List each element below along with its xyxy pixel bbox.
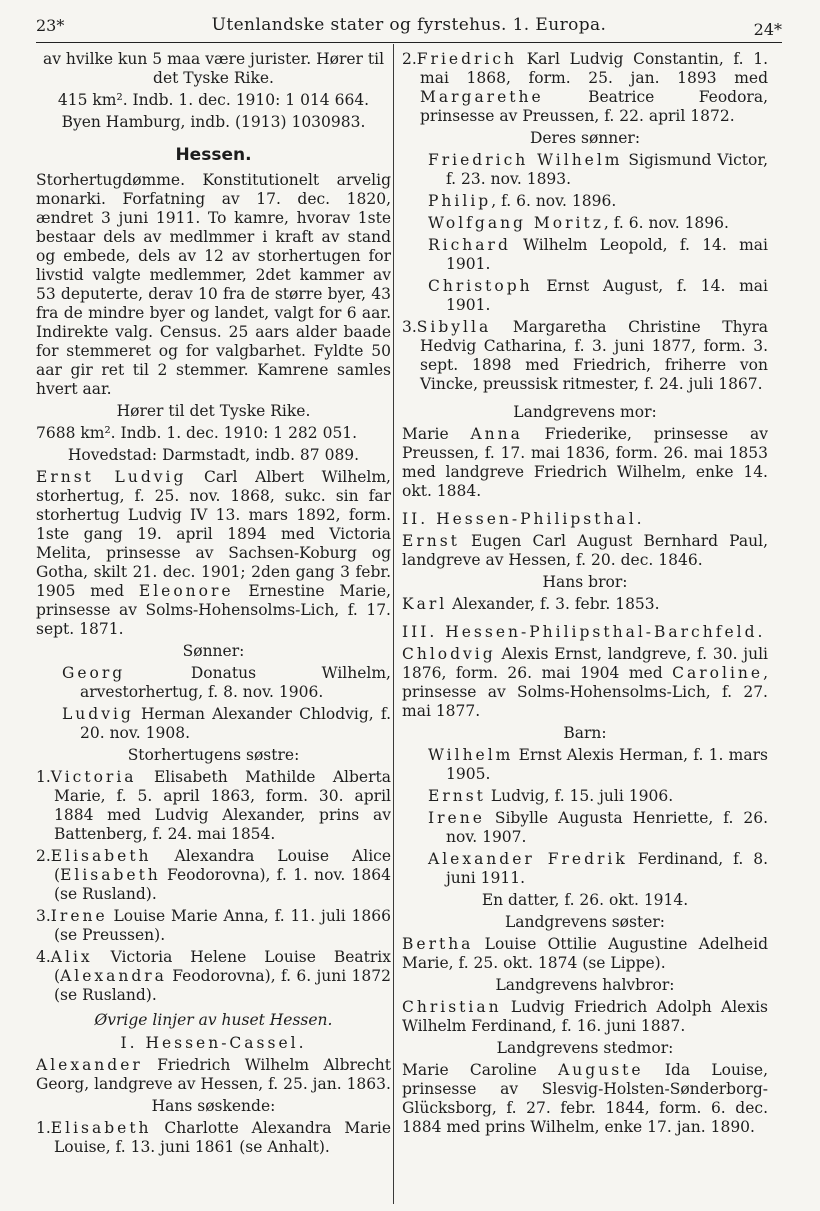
person-name: Ernst Ludvig bbox=[36, 468, 187, 486]
section-label: Landgrevens halvbror: bbox=[495, 976, 675, 994]
page-number-left: 23* bbox=[36, 16, 65, 35]
ruler-entry: Chlodvig Alexis Ernst, landgreve, f. 30. juli 1876, form. 26. mai 1904 med Caroline, prinsesse av Solms-Hohensolms-Lich, f. 27. mai 1877. bbox=[402, 645, 768, 720]
list-item: 3.Sibylla Margaretha Christine Thyra Hedvig Catharina, f. 3. juni 1877, form. 3. sept. 1898 med Friedrich, friherre von Vincke, preussisk ritmester, f. 24. juli 1867. bbox=[402, 318, 768, 393]
list-item: Ernst Ludvig, f. 15. juli 1906. bbox=[428, 787, 674, 805]
text-line: Hører til det Tyske Rike. bbox=[116, 402, 311, 420]
page-number-right: 24* bbox=[753, 20, 782, 39]
page-header bbox=[36, 14, 782, 43]
line-title: I. Hessen-Cassel. bbox=[120, 1034, 307, 1052]
section-label: Storhertugens søstre: bbox=[127, 746, 300, 764]
section-label: Deres sønner: bbox=[529, 129, 641, 147]
person-entry: Karl Alexander, f. 3. febr. 1853. bbox=[402, 595, 660, 613]
ruler-entry: Ernst Eugen Carl August Bernhard Paul, landgreve av Hessen, f. 20. dec. 1846. bbox=[402, 532, 768, 569]
person-entry: Bertha Louise Ottilie Augustine Adelheid Marie, f. 25. okt. 1874 (se Lippe). bbox=[402, 935, 768, 972]
list-item: Alexander Fredrik Ferdinand, f. 8. juni 1911. bbox=[428, 850, 768, 887]
right-column bbox=[402, 50, 768, 1140]
section-label: Hans bror: bbox=[542, 573, 628, 591]
text-line: En datter, f. 26. okt. 1914. bbox=[481, 891, 689, 909]
list-item: Christoph Ernst August, f. 14. mai 1901. bbox=[428, 277, 768, 314]
list-item: 2.Friedrich Karl Ludvig Constantin, f. 1. mai 1868, form. 25. jan. 1893 med Margarethe Beatrice Feodora, prinsesse av Preussen, f. 22. april 1872. bbox=[402, 50, 768, 125]
line-title: III. Hessen-Philipsthal-Barchfeld. bbox=[402, 623, 766, 641]
person-entry: Marie Anna Friederike, prinsesse av Preussen, f. 17. mai 1836, form. 26. mai 1853 med landgreve Friedrich Wilhelm, enke 14. okt. 1884. bbox=[402, 425, 768, 500]
text-line: Byen Hamburg, indb. (1913) 1030983. bbox=[61, 113, 366, 131]
left-column bbox=[36, 50, 391, 1160]
section-label: Barn: bbox=[563, 724, 607, 742]
list-item: 1.Elisabeth Charlotte Alexandra Marie Louise, f. 13. juni 1861 (se Anhalt). bbox=[36, 1119, 391, 1156]
list-item: Philip, f. 6. nov. 1896. bbox=[428, 192, 617, 210]
section-label: Sønner: bbox=[182, 642, 245, 660]
hessen-description: Storhertugdømme. Konstitutionelt arvelig monarki. Forfatning av 17. dec. 1820, ændret 3 juni 1911. To kamre, hvorav 1ste bestaar dels av medlmmer i kraft av stand og embede, dels av 12 av storhertugen for livstid valgte medlemmer, 2det kammer av 53 deputerte, derav 10 fra de større byer, 43 fra de mindre byer og landet, valgt for 6 aar. Indirekte valg. Census. 25 aars alder baade for stemmeret og for valgbarhet. Fyldte 50 aar gir ret til 2 stemmer. Kamrene samles hvert aar. bbox=[36, 171, 391, 398]
text-line: av hvilke kun 5 maa være jurister. Hører til det Tyske Rike. bbox=[42, 50, 385, 87]
section-label: Landgrevens stedmor: bbox=[496, 1039, 674, 1057]
section-label: Landgrevens søster: bbox=[504, 913, 665, 931]
list-item: 2.Elisabeth Alexandra Louise Alice (Elisabeth Feodorovna), f. 1. nov. 1864 (se Rusland). bbox=[36, 847, 391, 903]
list-item: Georg Donatus Wilhelm, arvestorhertug, f. 8. nov. 1906. bbox=[62, 664, 391, 701]
text-line: 7688 km². Indb. 1. dec. 1910: 1 282 051. bbox=[36, 424, 358, 442]
subsection-heading: Øvrige linjer av huset Hessen. bbox=[94, 1011, 333, 1029]
list-item: Richard Wilhelm Leopold, f. 14. mai 1901. bbox=[428, 236, 768, 273]
list-item: Wilhelm Ernst Alexis Herman, f. 1. mars 1905. bbox=[428, 746, 768, 783]
text-line: Hovedstad: Darmstadt, indb. 87 089. bbox=[67, 446, 360, 464]
list-item: 4.Alix Victoria Helene Louise Beatrix (Alexandra Feodorovna), f. 6. juni 1872 (se Rusland). bbox=[36, 948, 391, 1004]
list-item: Friedrich Wilhelm Sigismund Victor, f. 23. nov. 1893. bbox=[428, 151, 769, 188]
person-entry: Christian Ludvig Friedrich Adolph Alexis Wilhelm Ferdinand, f. 16. juni 1887. bbox=[402, 998, 768, 1035]
section-label: Hans søskende: bbox=[151, 1097, 276, 1115]
list-item: 3.Irene Louise Marie Anna, f. 11. juli 1866 (se Preussen). bbox=[36, 907, 391, 944]
list-item: Ludvig Herman Alexander Chlodvig, f. 20. nov. 1908. bbox=[62, 705, 391, 742]
column-divider bbox=[393, 44, 394, 1204]
running-title: Utenlandske stater og fyrstehus. 1. Europa. bbox=[211, 15, 607, 35]
person-name: Eleonore bbox=[138, 582, 234, 600]
line-title: II. Hessen-Philipsthal. bbox=[402, 510, 645, 528]
person-entry: Marie Caroline Auguste Ida Louise, prinsesse av Slesvig-Holsten-Sønderborg-Glücksborg, f. 27. febr. 1844, form. 6. dec. 1884 med prins Wilhelm, enke 17. jan. 1890. bbox=[402, 1061, 768, 1136]
section-heading-hessen: Hessen. bbox=[175, 145, 252, 165]
ruler-entry: Ernst Ludvig Carl Albert Wilhelm, storhertug, f. 25. nov. 1868, sukc. sin far storhertug Ludvig IV 13. mars 1892, form. 1ste gang 19. april 1894 med Victoria Melita, prinsesse av Sachsen-Koburg og Gotha, skilt 21. dec. 1901; 2den gang 3 febr. 1905 med Eleonore Ernestine Marie, prinsesse av Solms-Hohensolms-Lich, f. 17. sept. 1871. bbox=[36, 468, 392, 638]
ruler-entry: Alexander Friedrich Wilhelm Albrecht Georg, landgreve av Hessen, f. 25. jan. 1863. bbox=[36, 1056, 391, 1093]
list-item: Irene Sibylle Augusta Henriette, f. 26. nov. 1907. bbox=[428, 809, 768, 846]
list-item: 1.Victoria Elisabeth Mathilde Alberta Marie, f. 5. april 1863, form. 30. april 1884 med Ludvig Alexander, prins av Battenberg, f. 24. mai 1854. bbox=[36, 768, 391, 843]
section-label: Landgrevens mor: bbox=[513, 403, 657, 421]
text-line: 415 km². Indb. 1. dec. 1910: 1 014 664. bbox=[57, 91, 370, 109]
list-item: Wolfgang Moritz, f. 6. nov. 1896. bbox=[428, 214, 729, 232]
